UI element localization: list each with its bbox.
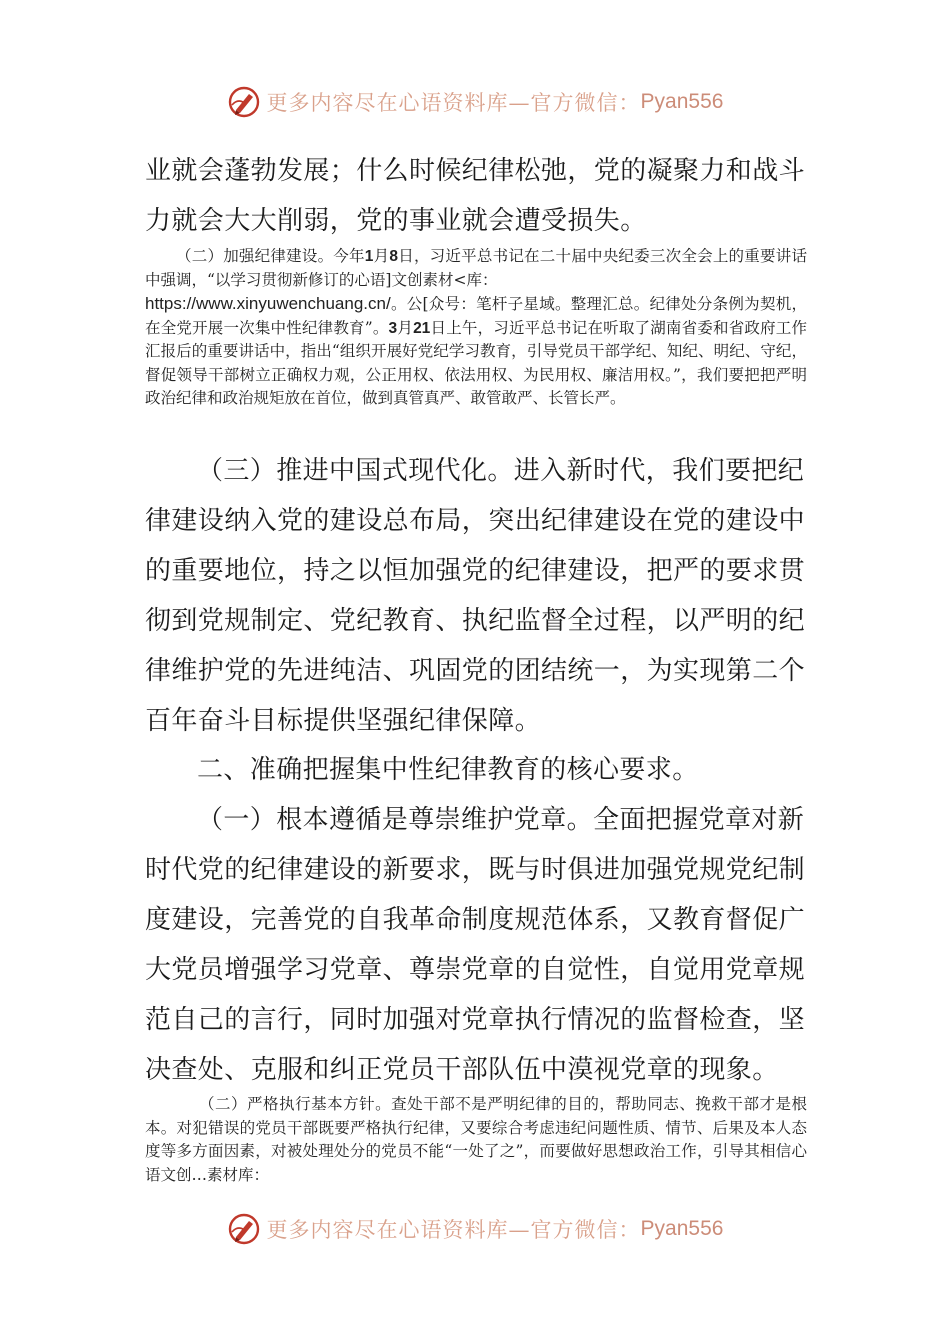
- pen-logo-icon: [227, 85, 261, 119]
- paragraph-party-constitution: （一）根本遵循是尊崇维护党章。全面把握党章对新时代党的纪律建设的新要求，既与时俱进加强党规党纪制度建设，完善党的自我革命制度规范体系，又教育督促广大党员增强学习党章、尊崇党章的自觉性，自觉用党章规范自己的言行，同时加强对党章执行情况的监督检查，坚决查处、克服和纠正党员干部队伍中漠视党章的现象。: [145, 805, 806, 1085]
- p2-text-c: 日，习近平总书记在二十届中央纪委三次全会上的重要讲话中强调，“以学习贯彻新修订的心语]文创素材<库：: [145, 247, 807, 289]
- header-banner[interactable]: [0, 80, 950, 124]
- banner-wechat-label: 官方微信：: [530, 1218, 641, 1242]
- p2-num-month-1: 1: [364, 248, 374, 265]
- paragraph-strengthen-discipline: [145, 245, 807, 411]
- p2-num-day-8: 8: [389, 248, 398, 265]
- banner-slogan: 更多内容尽在心语资料库—: [266, 1218, 531, 1242]
- footer-banner[interactable]: [0, 1207, 950, 1251]
- paragraph-modernization: （三）推进中国式现代化。进入新时代，我们要把纪律建设纳入党的建设总布局，突出纪律建设在党的建设中的重要地位，持之以恒加强党的纪律建设，把严的要求贯彻到党规制定、党纪教育、执纪监督全过程，以严明的纪律维护党的先进纯洁、巩固党的团结统一，为实现第二个百年奋斗目标提供坚强纪律保障。: [145, 456, 806, 736]
- p2-num-month-3: 3: [388, 319, 398, 337]
- pen-logo-icon: [227, 1212, 261, 1246]
- section-heading-2: 二、准确把握集中性纪律教育的核心要求。: [197, 755, 699, 785]
- p2-text-d: 。公[众号：笔杆子星域。整理汇总。纪律处分条例为契机，在全党开展一次集中性纪律教育”。: [145, 295, 807, 337]
- banner-wechat-id: Pyan556: [640, 1217, 724, 1240]
- p2-text-b: 月: [373, 247, 390, 265]
- p2-text-a: （二）加强纪律建设。今年: [176, 247, 365, 265]
- banner-wechat-label: 官方微信：: [530, 91, 641, 115]
- banner-slogan: 更多内容尽在心语资料库—: [266, 91, 531, 115]
- paragraph-basic-policy: （二）严格执行基本方针。查处干部不是严明纪律的目的，帮助同志、挽救干部才是根本。对犯错误的党员干部既要严格执行纪律，又要综合考虑违纪问题性质、情节、后果及本人态度等多方面因素，对被处理处分的党员不能“一处了之”，而要做好思想政治工作，引导其相信心语文创…素材库：: [145, 1095, 807, 1184]
- paragraph-continuation: 业就会蓬勃发展；什么时候纪律松弛，党的凝聚力和战斗力就会大大削弱，党的事业就会遭受损失。: [145, 156, 806, 236]
- p2-num-day-21: 21: [413, 319, 431, 337]
- banner-wechat-id: Pyan556: [640, 90, 724, 113]
- p2-url-link[interactable]: https://www.xinyuwenchuang.cn/: [145, 294, 391, 313]
- p2-text-e: 月: [397, 318, 414, 337]
- p2-text-f: 日上午，习近平总书记在听取了湖南省委和省政府工作汇报后的重要讲话中，指出“组织开展好党纪学习教育，引导党员干部学纪、知纪、明纪、守纪，督促领导干部树立正确权力观，公正用权、依法用权、为民用权、廉洁用权。”，我们要把把严明政治纪律和政治规矩放在首位，做到真管真严、敢管敢严、长管长严。: [145, 318, 807, 407]
